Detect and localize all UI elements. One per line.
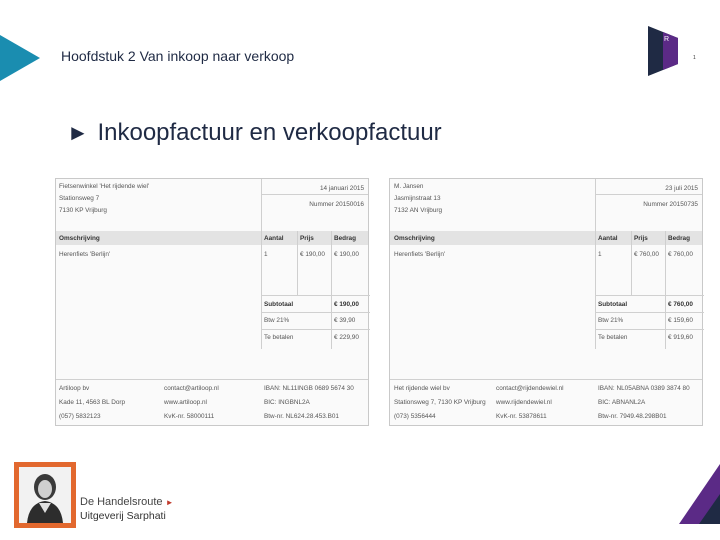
row-description: Herenfiets 'Berlijn' — [59, 251, 111, 258]
page-number-badge — [679, 464, 720, 524]
table-header — [56, 231, 368, 245]
sales-invoice — [389, 178, 703, 426]
footer-text: BIC: ABNANL2A — [598, 399, 646, 406]
logo-line-2: Uitgeverij Sarphati — [80, 510, 166, 522]
chapter-title: Hoofdstuk 2 Van inkoop naar verkoop — [61, 48, 295, 64]
footer-text: contact@artiloop.nl — [164, 385, 219, 392]
from-street: Stationsweg 7 — [59, 195, 100, 202]
invoice-date: 23 juli 2015 — [665, 185, 698, 192]
row-qty: 1 — [264, 251, 268, 258]
footer-text: KvK-nr. 53878611 — [496, 413, 547, 420]
invoice-date: 14 januari 2015 — [319, 185, 364, 192]
col-qty: Aantal — [264, 235, 284, 242]
page-number: 6 — [702, 472, 709, 484]
vat-value: € 39,90 — [334, 317, 356, 324]
portrait-icon — [19, 467, 71, 523]
footer-text: (057) 5832123 — [59, 413, 101, 420]
from-city: 7130 KP Vrijburg — [59, 207, 107, 214]
footer-text: Stationsweg 7, 7130 KP Vrijburg — [394, 399, 486, 406]
to-street: Jasmijnstraat 13 — [394, 195, 441, 202]
corner-small-number: 1 — [693, 55, 696, 61]
invoice-number: Nummer 20150735 — [643, 201, 698, 208]
footer-text: KvK-nr. 58000111 — [164, 413, 215, 420]
total-label: Te betalen — [264, 334, 294, 341]
footer-text: Btw-nr. 7949.48.298B01 — [598, 413, 667, 420]
footer-text: Artiloop bv — [59, 385, 90, 392]
subtotal-value: € 190,00 — [334, 301, 359, 308]
logo-arrow-icon: ► — [165, 498, 174, 507]
footer-text: Btw-nr. NL624.28.453.B01 — [264, 413, 339, 420]
slide-heading — [67, 119, 442, 147]
vat-label: Btw 21% — [598, 317, 624, 324]
publisher-logo — [14, 462, 76, 528]
logo-line-1: De Handelsroute ► — [80, 496, 174, 508]
table-header — [390, 231, 702, 245]
accent-triangle — [0, 35, 40, 81]
total-value: € 229,90 — [334, 334, 359, 341]
row-description: Herenfiets 'Berlijn' — [394, 251, 446, 258]
row-price: € 190,00 — [300, 251, 325, 258]
row-amount: € 760,00 — [668, 251, 693, 258]
footer-text: www.rijdendewiel.nl — [496, 399, 552, 406]
subtotal-value: € 760,00 — [668, 301, 693, 308]
invoice-number: Nummer 20150016 — [309, 201, 364, 208]
footer-text: www.artiloop.nl — [164, 399, 207, 406]
vat-label: Btw 21% — [264, 317, 290, 324]
corner-emblem — [648, 26, 678, 76]
to-name: M. Jansen — [394, 183, 424, 190]
footer-text: IBAN: NL11INGB 0689 5674 30 — [264, 385, 354, 392]
subtotal-label: Subtotaal — [264, 301, 294, 308]
row-qty: 1 — [598, 251, 602, 258]
from-name: Fietsenwinkel 'Het rijdende wiel' — [59, 183, 150, 190]
col-qty: Aantal — [598, 235, 618, 242]
vat-value: € 159,60 — [668, 317, 693, 324]
bullet-arrow-icon: ► — [67, 120, 89, 145]
col-description: Omschrijving — [59, 235, 100, 242]
subtotal-label: Subtotaal — [598, 301, 628, 308]
col-price: Prijs — [300, 235, 314, 242]
row-amount: € 190,00 — [334, 251, 359, 258]
col-price: Prijs — [634, 235, 648, 242]
col-amount: Bedrag — [668, 235, 691, 242]
footer-text: (073) 5356444 — [394, 413, 436, 420]
footer-text: Het rijdende wiel bv — [394, 385, 450, 392]
footer-text: Kade 11, 4563 BL Dorp — [59, 399, 126, 406]
col-description: Omschrijving — [394, 235, 435, 242]
slide-title: Inkoopfactuur en verkoopfactuur — [97, 119, 442, 146]
purchase-invoice — [55, 178, 369, 426]
footer-text: IBAN: NL05ABNA 0389 3874 80 — [598, 385, 690, 392]
total-label: Te betalen — [598, 334, 628, 341]
footer-text: BIC: INGBNL2A — [264, 399, 310, 406]
corner-letter: R — [664, 36, 670, 43]
footer-text: contact@rijdendewiel.nl — [496, 385, 564, 392]
to-city: 7132 AN Vrijburg — [394, 207, 443, 214]
col-amount: Bedrag — [334, 235, 357, 242]
row-price: € 760,00 — [634, 251, 659, 258]
total-value: € 919,60 — [668, 334, 693, 341]
